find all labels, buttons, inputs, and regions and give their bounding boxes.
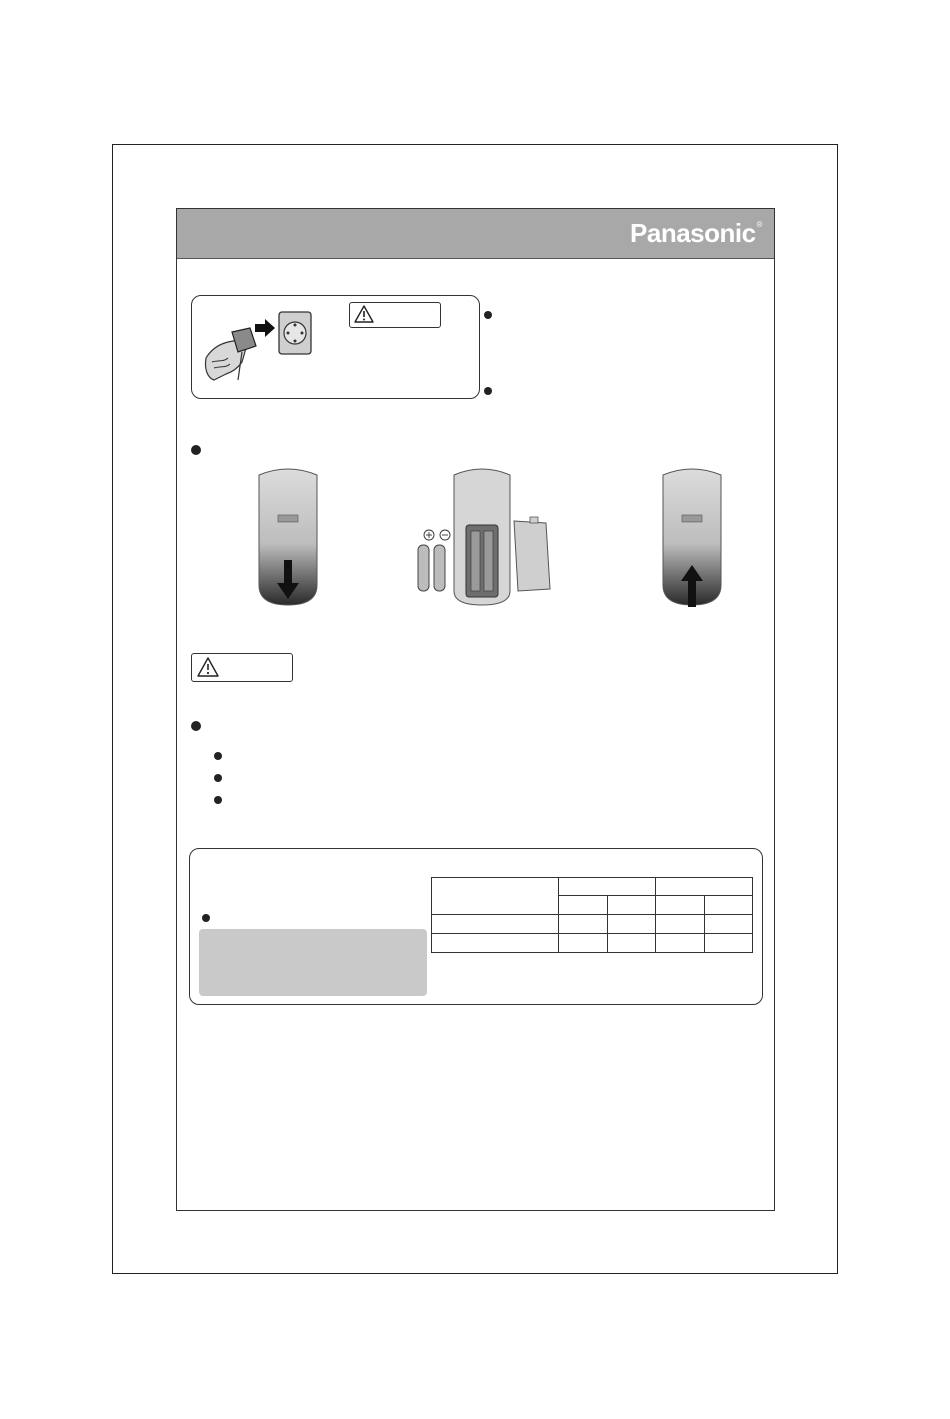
table-row xyxy=(432,934,753,953)
bullet-dot-icon xyxy=(214,796,222,804)
table-cell xyxy=(608,934,656,953)
remote-cover-open-illustration xyxy=(256,465,320,607)
bullet-dot-icon xyxy=(191,721,201,731)
caution-label xyxy=(349,302,441,328)
bullet-dot-icon xyxy=(484,387,492,395)
table-cell xyxy=(432,878,559,915)
table-row xyxy=(432,915,753,934)
bullet-dot-icon xyxy=(484,311,492,319)
brand-logo: Panasonic® xyxy=(630,218,762,248)
table-cell xyxy=(608,896,656,915)
table-cell xyxy=(559,896,608,915)
table-cell xyxy=(656,934,705,953)
arrow-right-icon xyxy=(254,318,276,338)
bullet-dot-icon xyxy=(214,752,222,760)
warning-triangle-icon xyxy=(196,656,220,678)
bullet-dot-icon xyxy=(191,445,201,455)
wall-socket-illustration xyxy=(277,310,313,356)
table-cell xyxy=(559,934,608,953)
table-cell xyxy=(608,915,656,934)
bullet-dot-icon xyxy=(202,914,210,922)
table-cell xyxy=(656,915,705,934)
table-cell xyxy=(656,896,705,915)
table-cell xyxy=(705,896,753,915)
table-cell xyxy=(432,915,559,934)
table-cell xyxy=(559,915,608,934)
table-row xyxy=(432,878,753,896)
bullet-dot-icon xyxy=(214,774,222,782)
caution-label xyxy=(191,653,293,682)
remote-cover-close-illustration xyxy=(660,465,724,607)
table-cell xyxy=(432,934,559,953)
note-gray-panel xyxy=(199,929,427,996)
header-bar xyxy=(177,209,774,259)
spec-table xyxy=(431,877,753,953)
table-cell xyxy=(559,878,656,896)
table-cell xyxy=(705,934,753,953)
table-cell xyxy=(705,915,753,934)
remote-battery-insertion-illustration xyxy=(414,465,554,607)
table-cell xyxy=(656,878,753,896)
warning-triangle-icon xyxy=(353,304,375,324)
